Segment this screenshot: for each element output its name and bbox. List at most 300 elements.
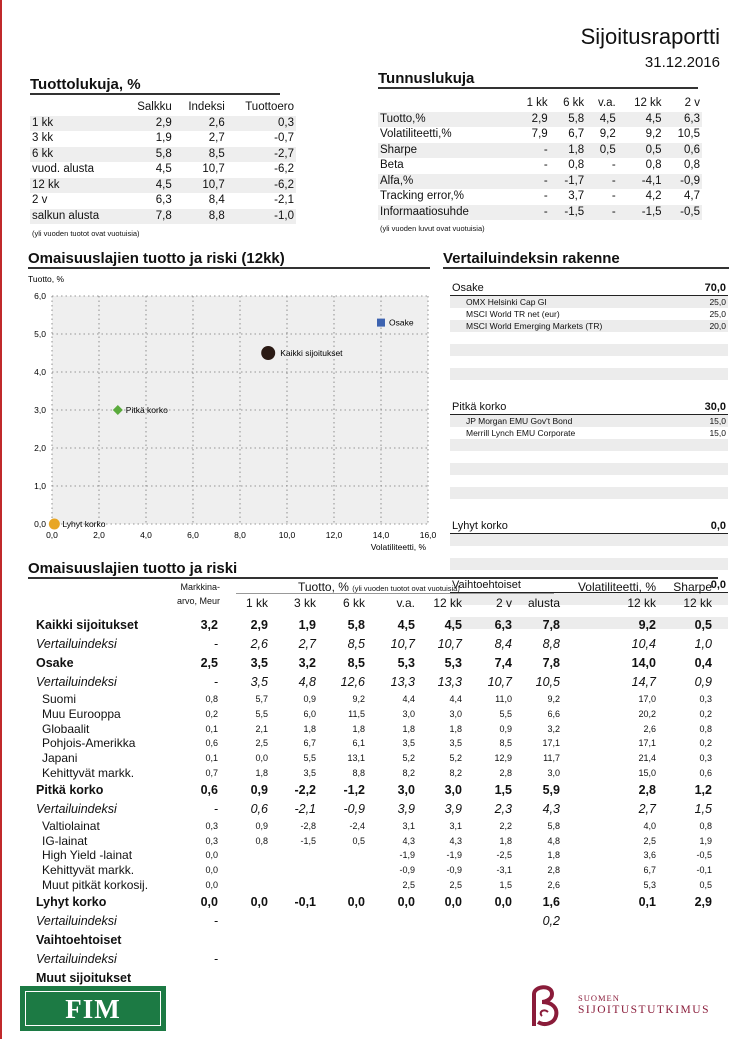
keyfigures-cell: 0,6 — [664, 143, 702, 159]
breakdown-volatility: 15,0 — [638, 768, 656, 778]
breakdown-return-cell: 0,9 — [303, 694, 316, 704]
y-tick-label: 3,0 — [34, 405, 46, 415]
keyfigures-col-header: 2 v — [684, 97, 700, 109]
y-axis-label: Tuotto, % — [28, 274, 65, 284]
keyfigures-row-label: Alfa,% — [378, 174, 513, 190]
return-header-rule — [236, 593, 554, 594]
keyfigures-cell: - — [513, 205, 550, 221]
breakdown-volatility: 2,8 — [638, 782, 656, 797]
breakdown-return-cell: 2,8 — [547, 865, 560, 876]
breakdown-return-cell: 1,8 — [547, 850, 560, 861]
period-header: 2 v — [495, 596, 512, 610]
returns-row-label: 2 v — [32, 194, 48, 206]
breakdown-row-label: Lyhyt korko — [36, 894, 107, 909]
keyfigures-cell: 3,7 — [568, 190, 585, 202]
structure-item-name: Merrill Lynch EMU Corporate — [466, 428, 576, 438]
breakdown-row — [28, 819, 718, 834]
breakdown-return-cell: 0,5 — [352, 835, 365, 846]
breakdown-return-cell: 5,3 — [397, 656, 415, 670]
structure-item-row — [450, 296, 728, 308]
keyfigures-col-header: v.a. — [598, 97, 616, 109]
breakdown-return-cell: 3,5 — [303, 768, 316, 778]
market-value-header-2: arvo, Meur — [176, 596, 220, 606]
breakdown-return-cell: 1,9 — [298, 618, 316, 632]
breakdown-return-cell: -0,9 — [446, 865, 462, 876]
breakdown-row-label: Suomi — [42, 692, 77, 706]
breakdown-market-value: 0,7 — [205, 768, 218, 778]
returns-cell: 0,3 — [227, 116, 296, 132]
keyfigures-cell: 1,8 — [550, 143, 587, 159]
breakdown-return-cell: 6,1 — [352, 738, 365, 749]
returns-cell: 7,8 — [123, 209, 174, 225]
breakdown-volatility: 9,2 — [638, 618, 656, 632]
period-header: 6 kk — [342, 596, 365, 610]
structure-item-weight: 15,0 — [709, 416, 726, 426]
breakdown-return-cell: 0,0 — [397, 894, 415, 909]
breakdown-row — [28, 635, 718, 654]
keyfigures-cell: 6,3 — [664, 112, 702, 128]
structure-item-name: MSCI World TR net (eur) — [466, 309, 560, 319]
keyfigures-col-header: 1 kk — [526, 97, 548, 109]
keyfigures-row-label: Volatiliteetti,% — [380, 128, 452, 140]
breakdown-return-cell: 0,8 — [255, 835, 268, 846]
breakdown-heading: Omaisuuslajien tuotto ja riski — [28, 560, 718, 579]
breakdown-market-value: - — [213, 675, 218, 689]
breakdown-market-value: 0,3 — [205, 835, 218, 846]
breakdown-volatility: 3,6 — [643, 850, 656, 861]
breakdown-row — [28, 834, 718, 849]
keyfigures-cell: 0,5 — [586, 143, 618, 159]
breakdown-volatility: 2,6 — [643, 723, 656, 734]
period-header: 3 kk — [293, 596, 316, 610]
keyfigures-cell: - — [543, 190, 548, 202]
breakdown-row — [28, 766, 718, 781]
breakdown-sharpe: 0,4 — [694, 656, 712, 670]
breakdown-row — [28, 848, 718, 863]
returns-cell: 10,7 — [202, 163, 225, 175]
breakdown-market-value: - — [213, 913, 218, 928]
returns-row-label: 12 kk — [30, 178, 123, 194]
breakdown-return-cell: 2,6 — [250, 637, 268, 651]
point-lyhyt-korko — [49, 519, 60, 530]
breakdown-return-cell: -2,8 — [300, 820, 316, 831]
breakdown-return-cell: 3,0 — [547, 768, 560, 778]
breakdown-return-cell: 5,8 — [547, 820, 560, 831]
structure-item-row — [450, 344, 728, 356]
breakdown-return-cell: 9,2 — [547, 694, 560, 704]
breakdown-return-cell: 2,6 — [547, 880, 560, 890]
breakdown-volatility: 10,4 — [631, 637, 656, 651]
returns-row-label: 6 kk — [30, 147, 123, 163]
x-tick-label: 10,0 — [278, 530, 296, 540]
keyfigures-cell: 4,5 — [618, 112, 664, 128]
breakdown-return-cell: 6,6 — [547, 708, 560, 719]
breakdown-row-label: Vertailuindeksi — [36, 637, 117, 651]
breakdown-return-cell: -1,9 — [446, 850, 462, 861]
point-kaikki-sijoitukset — [261, 346, 275, 360]
keyfigures-cell: 10,5 — [677, 128, 700, 140]
returns-cell: 4,5 — [155, 163, 172, 175]
scatter-heading: Omaisuuslajien tuotto ja riski (12kk) — [28, 250, 430, 269]
structure-group-name: Lyhyt korko — [452, 520, 508, 532]
breakdown-row-label: Globaalit — [42, 721, 90, 736]
point-label-lyhyt-korko: Lyhyt korko — [62, 519, 106, 529]
returns-row — [30, 178, 296, 194]
breakdown-return-cell: 2,3 — [494, 801, 512, 816]
return-header-label: Tuotto, % — [298, 580, 349, 594]
breakdown-row-label: IG-lainat — [42, 833, 88, 848]
keyfigures-cell: 4,5 — [586, 112, 618, 128]
keyfigures-cell: 6,7 — [568, 128, 585, 140]
breakdown-return-cell: 2,8 — [499, 768, 512, 778]
breakdown-row-label: Valtiolainat — [42, 818, 100, 833]
breakdown-row — [28, 751, 718, 766]
returns-cell: 8,8 — [174, 209, 227, 225]
keyfigures-footnote: (yli vuoden luvut ovat vuotuisia) — [380, 224, 485, 233]
breakdown-return-cell: 11,7 — [543, 753, 560, 764]
breakdown-return-cell: 3,5 — [402, 738, 415, 749]
breakdown-row-label: Muut sijoitukset — [36, 970, 132, 985]
breakdown-return-cell: 0,0 — [250, 894, 268, 909]
breakdown-return-cell: 3,0 — [397, 782, 415, 797]
report-date: 31.12.2016 — [644, 54, 720, 71]
breakdown-row — [28, 800, 718, 819]
returns-cell: -1,0 — [227, 209, 296, 225]
keyfigures-cell: 5,8 — [550, 112, 587, 128]
x-tick-label: 2,0 — [93, 530, 105, 540]
returns-cell: 8,5 — [174, 147, 227, 163]
keyfigures-cell: 4,2 — [645, 190, 662, 202]
returns-row-label: salkun alusta — [30, 209, 123, 225]
keyfigures-cell: - — [611, 190, 616, 202]
keyfigures-cell: -1,5 — [550, 205, 587, 221]
keyfigures-cell: - — [513, 174, 550, 190]
breakdown-return-cell: 8,2 — [402, 768, 415, 778]
breakdown-return-cell: 5,2 — [449, 753, 462, 764]
breakdown-row — [28, 912, 718, 931]
structure-item-weight: 20,0 — [709, 321, 726, 331]
structure-item-row — [450, 463, 728, 475]
breakdown-return-cell: 2,5 — [402, 880, 415, 890]
breakdown-return-cell: 5,7 — [255, 694, 268, 704]
breakdown-return-cell: 3,1 — [449, 820, 462, 831]
breakdown-volatility: 4,0 — [643, 820, 656, 831]
sharpe-header: Sharpe — [673, 580, 712, 594]
breakdown-return-cell: 2,1 — [255, 723, 268, 734]
breakdown-return-cell: 0,0 — [347, 894, 365, 909]
returns-cell: -6,2 — [227, 178, 296, 194]
returns-row — [30, 131, 296, 147]
breakdown-volatility: 6,7 — [643, 865, 656, 876]
breakdown-sharpe: 1,2 — [694, 782, 712, 797]
breakdown-sharpe: -0,5 — [696, 850, 712, 861]
breakdown-return-cell: 5,8 — [347, 618, 365, 632]
y-tick-label: 2,0 — [34, 443, 46, 453]
returns-cell: -0,7 — [274, 132, 294, 144]
breakdown-return-cell: 0,2 — [542, 913, 560, 928]
breakdown-return-cell: 17,1 — [542, 738, 560, 749]
breakdown-row — [28, 878, 718, 893]
breakdown-return-cell: -0,1 — [294, 894, 316, 909]
breakdown-return-cell: 1,8 — [303, 723, 316, 734]
breakdown-market-value: 0,0 — [205, 850, 218, 861]
returns-footnote: (yli vuoden tuotot ovat vuotuisia) — [32, 229, 140, 238]
structure-group-name: Osake — [452, 282, 484, 294]
returns-cell: 4,5 — [123, 178, 174, 194]
breakdown-return-cell: 0,0 — [444, 894, 462, 909]
structure-item-row — [450, 368, 728, 380]
keyfigures-cell: 9,2 — [645, 128, 662, 140]
structure-group-weight: 70,0 — [704, 282, 726, 294]
breakdown-sharpe: 0,8 — [699, 723, 712, 734]
breakdown-return-cell: 3,2 — [298, 656, 316, 670]
keyfigures-row-label: Sharpe — [378, 143, 513, 159]
keyfigures-cell: -1,7 — [550, 174, 587, 190]
breakdown-return-cell: 7,8 — [542, 656, 560, 670]
breakdown-sharpe: 0,8 — [699, 820, 712, 831]
breakdown-return-cell: 12,9 — [494, 753, 512, 764]
breakdown-return-cell: 1,8 — [402, 723, 415, 734]
breakdown-return-cell: 3,5 — [250, 675, 268, 689]
breakdown-return-cell: 4,8 — [547, 835, 560, 846]
x-tick-label: 8,0 — [234, 530, 246, 540]
breakdown-row-label: Pohjois-Amerikka — [42, 736, 136, 751]
keyfigures-cell: - — [611, 159, 616, 171]
breakdown-row-label: Vertailuindeksi — [36, 951, 117, 966]
breakdown-return-cell: 4,5 — [397, 618, 415, 632]
breakdown-return-cell: 1,6 — [542, 894, 560, 909]
structure-item-row — [450, 487, 728, 499]
breakdown-return-cell: 13,3 — [390, 675, 415, 689]
breakdown-return-cell: 1,8 — [255, 768, 268, 778]
keyfigures-cell: 7,9 — [531, 128, 548, 140]
fim-logo-text: FIM — [25, 991, 161, 1026]
breakdown-row — [28, 863, 718, 878]
x-tick-label: 12,0 — [325, 530, 343, 540]
structure-item-row — [450, 546, 728, 558]
breakdown-return-cell: 3,0 — [402, 708, 415, 719]
returns-row — [30, 193, 296, 209]
breakdown-return-cell: 3,1 — [402, 820, 415, 831]
returns-cell: -2,7 — [227, 147, 296, 163]
breakdown-return-cell: -1,5 — [300, 835, 316, 846]
breakdown-return-cell: -2,4 — [349, 820, 365, 831]
return-header — [298, 580, 460, 594]
breakdown-market-value: 2,5 — [200, 656, 218, 670]
breakdown-row — [28, 893, 718, 912]
breakdown-return-cell: -2,5 — [496, 850, 512, 861]
breakdown-volatility: 14,7 — [631, 675, 656, 689]
breakdown-row-label: Muut pitkät korkosij. — [42, 878, 149, 892]
period-header: 12 kk — [433, 596, 462, 610]
keyfigures-cell: - — [513, 143, 550, 159]
breakdown-row-label: Vertailuindeksi — [36, 675, 117, 689]
y-tick-label: 6,0 — [34, 291, 46, 301]
breakdown-return-cell: 4,5 — [444, 618, 462, 632]
returns-row — [30, 209, 296, 225]
structure-item-row — [450, 427, 728, 439]
breakdown-row-label: Kehittyvät markk. — [42, 766, 135, 780]
breakdown-return-cell: 5,3 — [444, 656, 462, 670]
breakdown-return-cell: 3,9 — [444, 801, 462, 816]
breakdown-return-cell: 3,5 — [250, 656, 268, 670]
x-tick-label: 4,0 — [140, 530, 152, 540]
returns-cell: 10,7 — [174, 178, 227, 194]
returns-cell: 2,7 — [208, 132, 225, 144]
breakdown-sharpe: 1,5 — [694, 801, 712, 816]
returns-cell: 5,8 — [123, 147, 174, 163]
keyfigures-row-label: Beta — [380, 159, 404, 171]
structure-item-row — [450, 439, 728, 451]
breakdown-return-cell: 3,0 — [449, 708, 462, 719]
structure-item-weight: 15,0 — [709, 428, 726, 438]
breakdown-row-label: Vertailuindeksi — [36, 913, 117, 928]
breakdown-return-cell: 12,6 — [340, 675, 365, 689]
keyfigures-col-header: 12 kk — [634, 97, 662, 109]
breakdown-sharpe: 1,9 — [699, 835, 712, 846]
suomen-sijoitustutkimus-emblem — [528, 982, 564, 1028]
breakdown-volatility: 21,4 — [638, 753, 656, 764]
keyfigures-row — [378, 205, 702, 221]
structure-item-name: OMX Helsinki Cap GI — [466, 297, 547, 307]
breakdown-market-value: - — [213, 637, 218, 651]
keyfigures-row — [378, 189, 702, 205]
point-osake — [377, 319, 385, 327]
breakdown-volatility: 20,2 — [638, 708, 656, 719]
breakdown-return-cell: 0,9 — [255, 820, 268, 831]
keyfigures-cell: -1,5 — [618, 205, 664, 221]
returns-cell: 2,9 — [123, 116, 174, 132]
keyfigures-cell: 0,8 — [645, 159, 662, 171]
breakdown-return-cell: 7,4 — [494, 656, 512, 670]
breakdown-market-value: 0,0 — [200, 894, 218, 909]
breakdown-return-cell: 8,5 — [347, 637, 365, 651]
market-value-header-1: Markkina- — [180, 582, 220, 592]
point-label-osake: Osake — [389, 317, 414, 328]
breakdown-volatility: 0,1 — [638, 894, 656, 909]
keyfigures-cell: -0,9 — [664, 174, 702, 190]
x-tick-label: 6,0 — [187, 530, 199, 540]
structure-group-weight: 0,0 — [710, 520, 726, 532]
breakdown-return-cell: 0,0 — [494, 894, 512, 909]
keyfigures-row — [378, 127, 702, 143]
x-tick-label: 14,0 — [372, 530, 390, 540]
breakdown-market-value: 0,6 — [200, 782, 218, 797]
keyfigures-heading: Tunnuslukuja — [378, 70, 698, 89]
breakdown-return-cell: 3,2 — [547, 723, 560, 734]
breakdown-sharpe: 0,2 — [699, 708, 712, 719]
returns-table — [30, 100, 296, 224]
keyfigures-cell: -4,1 — [618, 174, 664, 190]
breakdown-volatility: 17,1 — [638, 738, 656, 749]
period-header: v.a. — [396, 596, 415, 610]
breakdown-return-cell: 11,5 — [348, 708, 365, 719]
returns-col-header: Indeksi — [188, 101, 225, 113]
breakdown-market-value: 0,1 — [205, 753, 218, 764]
breakdown-return-cell: 2,7 — [298, 637, 316, 651]
structure-group-header — [450, 520, 728, 534]
breakdown-return-cell: -2,2 — [294, 782, 316, 797]
breakdown-volatility: 2,5 — [643, 835, 656, 846]
breakdown-sharpe: 0,5 — [694, 618, 712, 632]
vol-subheader: 12 kk — [627, 596, 656, 610]
breakdown-return-cell: 10,5 — [535, 675, 560, 689]
keyfigures-cell: - — [586, 205, 618, 221]
breakdown-row-label: Muu Eurooppa — [42, 706, 121, 721]
breakdown-row — [28, 950, 718, 969]
breakdown-return-cell: 2,2 — [499, 820, 512, 831]
breakdown-row — [28, 673, 718, 692]
point-label-pitkä-korko: Pitkä korko — [125, 405, 168, 415]
breakdown-return-cell: 6,3 — [494, 618, 512, 632]
breakdown-return-cell: 5,5 — [303, 753, 316, 764]
breakdown-sharpe: 0,9 — [694, 675, 712, 689]
structure-group-header — [450, 401, 728, 415]
breakdown-return-cell: -2,1 — [294, 801, 316, 816]
keyfigures-cell: -0,5 — [664, 205, 702, 221]
breakdown-return-cell: 11,0 — [495, 694, 512, 704]
breakdown-sharpe: 2,9 — [694, 894, 712, 909]
breakdown-row-label: Vertailuindeksi — [36, 801, 117, 816]
keyfigures-table — [378, 96, 702, 220]
breakdown-market-value: - — [213, 951, 218, 966]
structure-item-row — [450, 534, 728, 546]
breakdown-return-cell: 7,8 — [542, 618, 560, 632]
breakdown-return-cell: 8,2 — [449, 768, 462, 778]
keyfigures-cell: 0,8 — [568, 159, 585, 171]
keyfigures-cell: 9,2 — [599, 128, 616, 140]
breakdown-return-cell: 1,8 — [449, 723, 462, 734]
breakdown-return-cell: -0,9 — [399, 865, 415, 876]
breakdown-row — [28, 616, 718, 635]
structure-item-row — [450, 332, 728, 344]
period-header: alusta — [527, 596, 560, 610]
x-tick-label: 16,0 — [419, 530, 437, 540]
breakdown-row-label: Osake — [36, 656, 74, 670]
returns-heading: Tuottolukuja, % — [30, 76, 280, 95]
breakdown-return-cell: 2,5 — [449, 880, 462, 890]
keyfigures-row-label: Tuotto,% — [378, 112, 513, 128]
structure-item-row — [450, 320, 728, 332]
breakdown-sharpe: 0,3 — [699, 753, 712, 764]
ss-logo-line2: SIJOITUSTUTKIMUS — [578, 1004, 710, 1016]
breakdown-return-cell: 13,1 — [347, 753, 365, 764]
breakdown-row-label: Japani — [42, 751, 78, 766]
breakdown-market-value: 0,1 — [205, 723, 218, 734]
breakdown-volatility: 17,0 — [638, 694, 656, 704]
breakdown-return-cell: -3,1 — [496, 865, 512, 876]
structure-item-weight: 25,0 — [709, 297, 726, 307]
breakdown-sharpe: 1,0 — [694, 637, 712, 651]
returns-row — [30, 116, 296, 132]
breakdown-row — [28, 781, 718, 800]
returns-cell: 2,6 — [174, 116, 227, 132]
breakdown-sharpe: 0,3 — [699, 694, 712, 704]
breakdown-return-cell: 4,8 — [298, 675, 316, 689]
returns-row — [30, 147, 296, 163]
breakdown-return-cell: 3,0 — [444, 782, 462, 797]
returns-cell: -6,2 — [274, 163, 294, 175]
breakdown-return-cell: 2,9 — [250, 618, 268, 632]
keyfigures-row — [378, 158, 702, 174]
breakdown-market-value: - — [213, 801, 218, 816]
structure-item-name: MSCI World Emerging Markets (TR) — [466, 321, 603, 331]
breakdown-row — [28, 722, 718, 737]
structure-group-name: Pitkä korko — [452, 401, 507, 413]
breakdown-return-cell: 8,8 — [352, 768, 365, 778]
breakdown-return-cell: 6,0 — [303, 708, 316, 719]
ss-logo-line1: SUOMEN — [578, 993, 620, 1003]
